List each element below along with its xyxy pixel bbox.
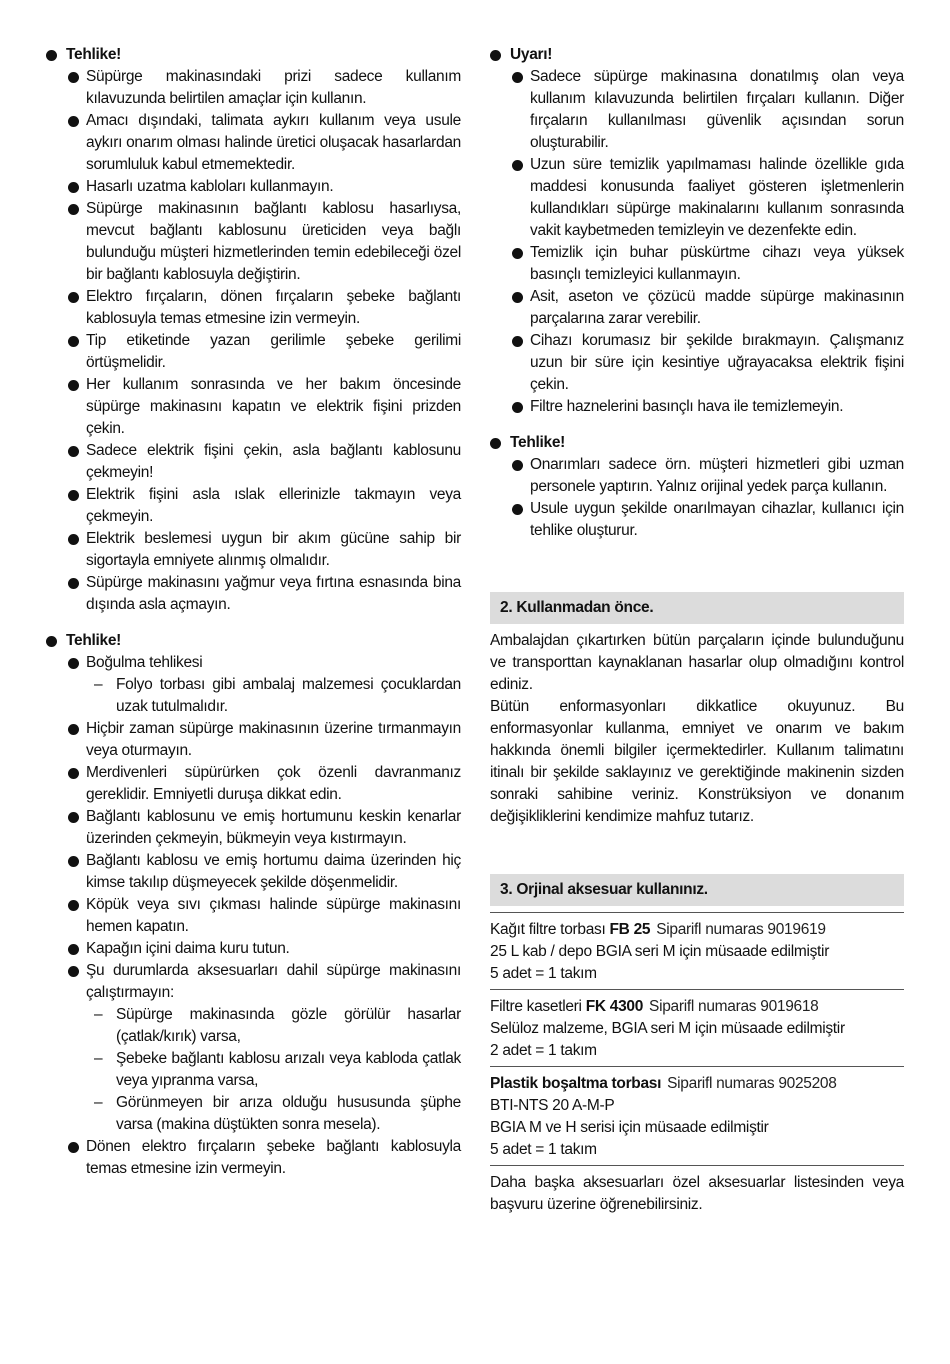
bullet-icon (512, 248, 523, 259)
list-item: Süpürge makinasını yağmur veya fırtına esnasında bina dışında asla açmayın. (66, 572, 461, 616)
bullet-icon (512, 504, 523, 515)
bullet-icon (68, 812, 79, 823)
list-item: Tip etiketinde yazan gerilimle şebeke gerilimi örtüşmelidir. (66, 330, 461, 374)
list-item: Elektrik beslemesi uygun bir akım gücüne sahip bir sigortayla emniyete alınmış olmalıdır. (66, 528, 461, 572)
warning-list (510, 66, 904, 418)
warning-heading: Uyarı! (490, 44, 904, 66)
order-number: Siparifl numaras 9019618 (649, 998, 819, 1015)
list-item: Sadece süpürge makinasına donatılmış olan veya kullanım kılavuzunda belirtilen fırçaları kullanın. Diğer fırçaların kullanılması güvenlik açısından sorun oluşturabilir. (510, 66, 904, 154)
accessory-name: Kağıt filtre torbası (490, 921, 606, 938)
bullet-icon (68, 204, 79, 215)
list-item: Bağlantı kablosu ve emiş hortumu daima üzerinden hiç kimse takılıp düşmeyecek şekilde döşenmelidir. (66, 850, 461, 894)
list-item: Kapağın içini daima kuru tutun. (66, 938, 461, 960)
list-item: Elektro fırçaların, dönen fırçaların şebeke bağlantı kablosuyla temas etmesine izin vermeyin. (66, 286, 461, 330)
paragraph: Bütün enformasyonları dikkatlice okuyunuz. Bu enformasyonlar kullanma, emniyet ve onarım ve bakım hakkında önemli bilgiler içermektedirler. Kullanım talimatını itinalı bir şekilde saklayınız ve gerektiğinde makinenin sizden sonraki sahibine veriniz. Konstrüksiyon ve donanım değişikliklerini kendimize mahfuz tutarız. (490, 698, 904, 825)
list-item: Usule uygun şekilde onarılmayan cihazlar, kullanıcı için tehlike oluşturur. (510, 498, 904, 542)
left-column (46, 44, 461, 1180)
accessory-footer: Daha başka aksesuarları özel aksesuarlar listesinden veya başvuru üzerine öğrenebilirsiniz. (490, 1174, 904, 1213)
accessory-name: Filtre kasetleri (490, 998, 582, 1015)
spacer (490, 418, 904, 432)
list-item: Asit, aseton ve çözücü madde süpürge makinasının parçalarına zarar verebilir. (510, 286, 904, 330)
accessory-detail: BGIA M ve H serisi için müsaade edilmiştir (490, 1119, 769, 1136)
danger-list-3 (510, 454, 904, 542)
accessory-qty: 2 adet = 1 takım (490, 1042, 597, 1059)
right-column (490, 44, 904, 1216)
bullet-icon (68, 768, 79, 779)
dash-icon: – (94, 1006, 103, 1023)
order-number: Siparifl numaras 9019619 (656, 921, 826, 938)
bullet-icon (490, 50, 501, 61)
accessory-code: FB 25 (609, 921, 651, 938)
bullet-icon (68, 856, 79, 867)
danger-heading-1: Tehlike! (46, 44, 461, 66)
spacer (490, 542, 904, 578)
bullet-icon (68, 72, 79, 83)
bullet-icon (68, 658, 79, 669)
list-item: Temizlik için buhar püskürtme cihazı veya yüksek basınçlı temizleyici kullanmayın. (510, 242, 904, 286)
bullet-icon (46, 636, 57, 647)
list-item: Her kullanım sonrasında ve her bakım öncesinde süpürge makinasını kapatın ve elektrik fişini prizden çekin. (66, 374, 461, 440)
accessory-item (490, 990, 904, 1067)
accessory-detail: BTI-NTS 20 A-M-P (490, 1097, 615, 1114)
list-item: Şu durumlarda aksesuarları dahil süpürge makinasını çalıştırmayın: (66, 960, 461, 1004)
bullet-icon (68, 490, 79, 501)
accessory-detail: Selüloz malzeme, BGIA seri M için müsaade edilmiştir (490, 1020, 845, 1037)
list-item: Merdivenleri süpürürken çok özenli davranmanız gereklidir. Emniyetli duruşa dikkat edin. (66, 762, 461, 806)
bullet-icon (68, 578, 79, 589)
list-item: Cihazı korumasız bir şekilde bırakmayın. Çalışmanız uzun bir süre için kesintiye uğrayacaksa elektrik fişini çekin. (510, 330, 904, 396)
list-item: Hasarlı uzatma kabloları kullanmayın. (66, 176, 461, 198)
section-heading-accessories: 3. Orjinal aksesuar kullanınız. (490, 874, 904, 906)
bullet-icon (512, 160, 523, 171)
sub-list-item: – Süpürge makinasında gözle görülür hasarlar (çatlak/kırık) varsa, (94, 1006, 461, 1045)
bullet-icon (512, 402, 523, 413)
list-item: Elektrik fişini asla ıslak ellerinizle takmayın veya çekmeyin. (66, 484, 461, 528)
accessory-list (490, 912, 904, 1166)
list-item: Süpürge makinasındaki prizi sadece kullanım kılavuzunda belirtilen amaçlar için kullanın. (66, 66, 461, 110)
sub-list-item: – Görünmeyen bir arıza olduğu hususunda şüphe varsa (makina düştükten sonra mesela). (94, 1094, 461, 1133)
bullet-icon (68, 1142, 79, 1153)
bullet-icon (512, 336, 523, 347)
bullet-icon (512, 460, 523, 471)
bullet-icon (68, 966, 79, 977)
spacer (490, 578, 904, 592)
accessory-qty: 5 adet = 1 takım (490, 1141, 597, 1158)
dash-icon: – (94, 1094, 103, 1111)
list-item: Köpük veya sıvı çıkması halinde süpürge makinasını hemen kapatın. (66, 894, 461, 938)
bullet-icon (68, 534, 79, 545)
list-item: Dönen elektro fırçaların şebeke bağlantı kablosuyla temas etmesine izin vermeyin. (66, 1136, 461, 1180)
bullet-icon (68, 182, 79, 193)
list-item: Uzun süre temizlik yapılmaması halinde özellikle gıda maddesi konusunda faaliyet gösteren işletmenlerin kullandıkları süpürge makinalarını kullanım sonrasında vakit kaybetmeden temizleyin ve dezenfekte edin. (510, 154, 904, 242)
accessory-code: FK 4300 (585, 998, 644, 1015)
accessory-name: Plastik boşaltma torbası (490, 1075, 662, 1092)
accessory-item (490, 1067, 904, 1166)
spacer (490, 828, 904, 864)
danger-heading-3: Tehlike! (490, 432, 904, 454)
section-heading-before-use: 2. Kullanmadan önce. (490, 592, 904, 624)
accessory-item (490, 912, 904, 990)
dash-icon: – (94, 676, 103, 693)
bullet-icon (68, 724, 79, 735)
bullet-icon (490, 438, 501, 449)
bullet-icon (68, 292, 79, 303)
bullet-icon (68, 900, 79, 911)
bullet-icon (68, 116, 79, 127)
accessory-detail: 25 L kab / depo BGIA seri M için müsaade edilmiştir (490, 943, 830, 960)
bullet-icon (68, 446, 79, 457)
accessory-qty: 5 adet = 1 takım (490, 965, 597, 982)
danger-heading-2: Tehlike! (46, 630, 461, 652)
spacer (490, 864, 904, 874)
order-number: Siparifl numaras 9025208 (667, 1075, 837, 1092)
list-item: Boğulma tehlikesi (66, 652, 461, 674)
list-item: Filtre haznelerini basınçlı hava ile temizlemeyin. (510, 396, 904, 418)
sub-list-item: – Folyo torbası gibi ambalaj malzemesi çocuklardan uzak tutulmalıdır. (94, 676, 461, 715)
list-item: Bağlantı kablosunu ve emiş hortumunu keskin kenarlar üzerinden çekmeyin, bükmeyin veya kıstırmayın. (66, 806, 461, 850)
list-item: Hiçbir zaman süpürge makinasının üzerine tırmanmayın veya oturmayın. (66, 718, 461, 762)
spacer (46, 616, 461, 630)
bullet-icon (68, 944, 79, 955)
paragraph: Ambalajdan çıkartırken bütün parçaların içinde bulunduğunu ve transporttan kaynaklanan hasarlar olup olmadığını kontrol ediniz. (490, 632, 904, 693)
list-item: Amacı dışındaki, talimata aykırı kullanım veya usule aykırı onarım olması halinde üretici oluşacak hasarlardan sorumluluk kabul etmemektedir. (66, 110, 461, 176)
list-item: Süpürge makinasının bağlantı kablosu hasarlıysa, mevcut bağlantı kablosunu üreticiden veya bağlı bulunduğu müşteri hizmetlerinden temin edebileceği özel bir bağlantı kablosuyla değiştirin. (66, 198, 461, 286)
bullet-icon (68, 336, 79, 347)
bullet-icon (46, 50, 57, 61)
list-item: Onarımları sadece örn. müşteri hizmetleri gibi uzman personele yaptırın. Yalnız orijinal yedek parça kullanın. (510, 454, 904, 498)
list-item: Sadece elektrik fişini çekin, asla bağlantı kablosunu çekmeyin! (66, 440, 461, 484)
sub-list-item: – Şebeke bağlantı kablosu arızalı veya kabloda çatlak veya yıpranma varsa, (94, 1050, 461, 1089)
dash-icon: – (94, 1050, 103, 1067)
bullet-icon (512, 292, 523, 303)
bullet-icon (512, 72, 523, 83)
danger-list-2 (66, 652, 461, 1180)
bullet-icon (68, 380, 79, 391)
danger-list-1 (66, 66, 461, 616)
